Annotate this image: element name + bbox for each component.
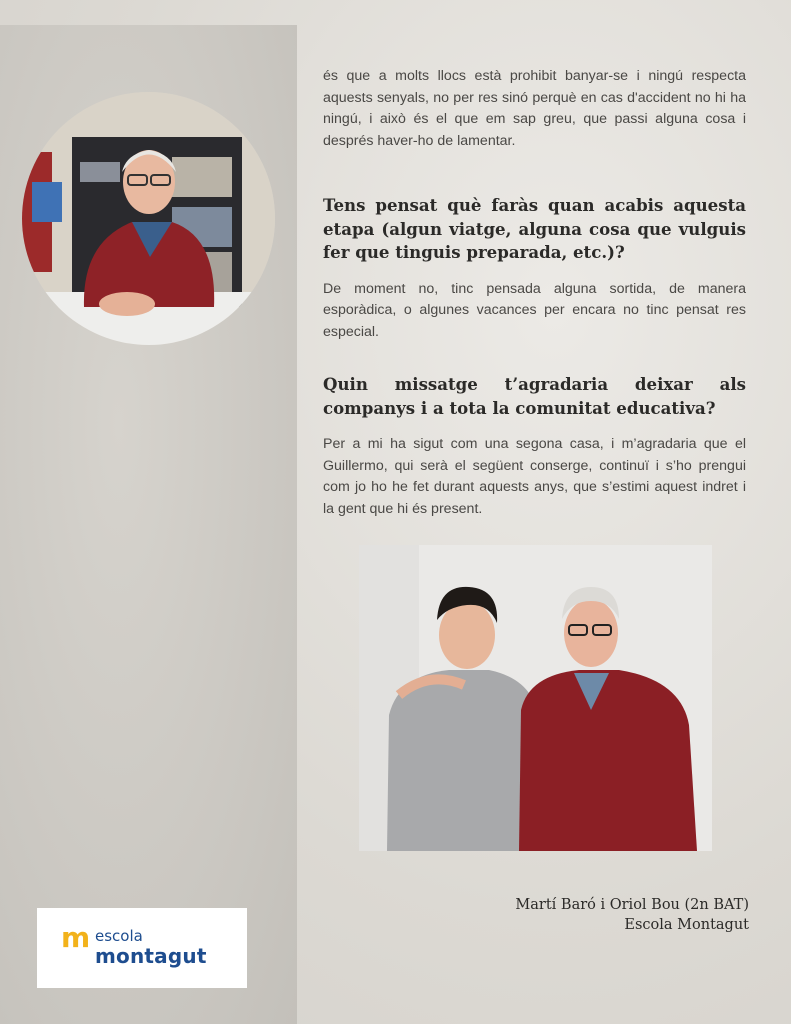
logo-montagut-text: montagut <box>95 944 207 968</box>
portrait-photo <box>22 92 275 345</box>
question-heading: Tens pensat què faràs quan acabis aquesta etapa (algun viatge, alguna cosa que vulguis fer que tinguis preparada, etc.)? <box>323 195 746 262</box>
school-logo <box>37 908 247 988</box>
article-body <box>323 66 746 520</box>
article-credits <box>515 895 749 935</box>
answer-paragraph: De moment no, tinc pensada alguna sortida, de manera esporàdica, o algunes vacances per encara no tinc pensat res especial. <box>323 280 746 340</box>
logo-mark: m <box>61 921 91 954</box>
authors-line: Martí Baró i Oriol Bou (2n BAT) <box>515 897 749 913</box>
answer-paragraph: Per a mi ha sigut com una segona casa, i m’agradaria que el Guillermo, qui serà el següent conserge, continuï i s’ho prengui com jo ho he fet durant aquests anys, que s’estimi aquest indret i la gent que hi és present. <box>323 436 746 517</box>
side-panel <box>0 25 297 1024</box>
logo-escola-text: escola <box>95 927 143 945</box>
question-heading: Quin missatge t’agradaria deixar als companys i a tota la comunitat educativa? <box>323 374 746 418</box>
school-name: Escola Montagut <box>624 917 749 933</box>
intro-paragraph: és que a molts llocs està prohibit banyar-se i ningú respecta aquests senyals, no per res sinó perquè en cas d'accident no hi ha ningú, i això és el que em sap greu, que passi alguna cosa i després haver-ho de lamentar. <box>323 68 746 149</box>
group-photo <box>359 545 712 851</box>
